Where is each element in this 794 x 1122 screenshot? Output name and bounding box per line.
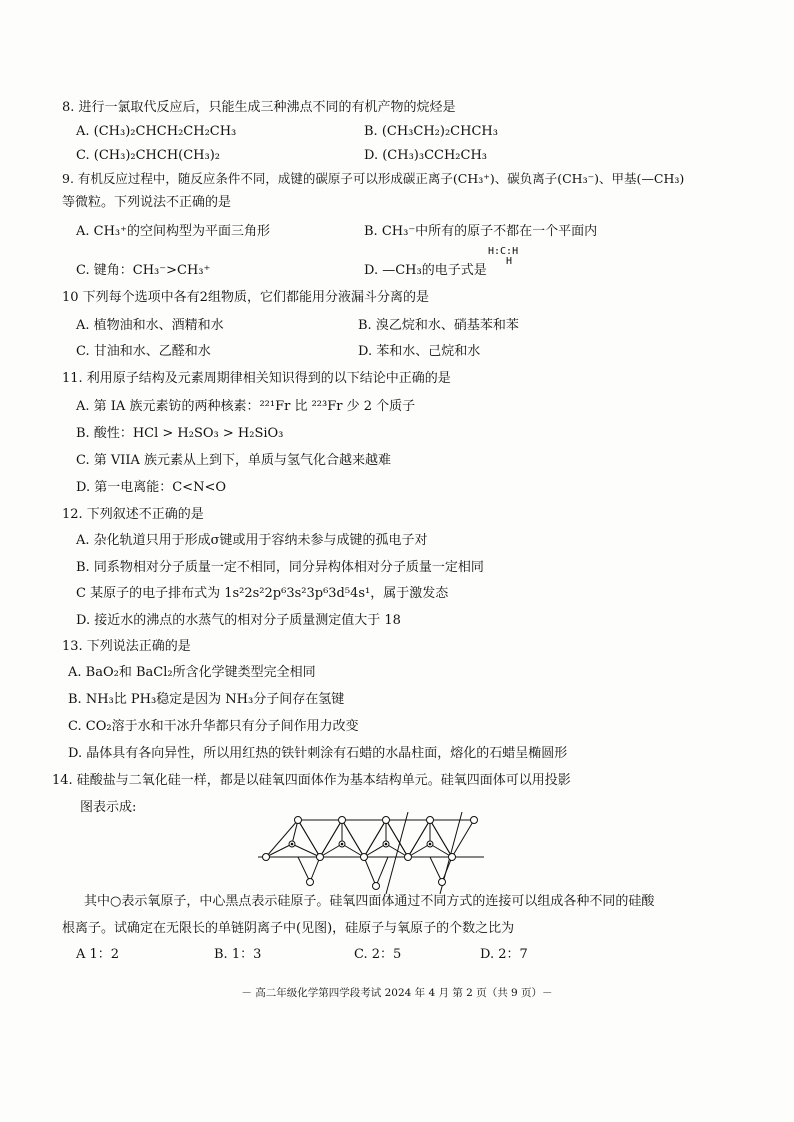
- q11-option-d: D. 第一电离能：C<N<O: [76, 480, 226, 495]
- q9-option-a: A. CH₃⁺的空间构型为平面三角形: [76, 224, 271, 239]
- q12-option-a: A. 杂化轨道只用于形成σ键或用于容纳未参与成键的孤电子对: [76, 533, 428, 548]
- electron-formula-top: H:C:H: [488, 246, 519, 257]
- cut-line-1: [386, 812, 408, 894]
- q10-option-a: A. 植物油和水、酒精和水: [76, 318, 224, 333]
- silicon-atom: [291, 843, 294, 846]
- electron-formula-bottom: H: [506, 256, 513, 267]
- oxygen-atom: [373, 883, 380, 890]
- q14-option-b: B. 1：3: [214, 947, 262, 962]
- oxygen-atom: [263, 854, 270, 861]
- q10-option-d: D. 苯和水、己烷和水: [358, 344, 481, 359]
- silicon-atom: [429, 843, 432, 846]
- oxygen-atom: [427, 817, 434, 824]
- q10-option-b: B. 溴乙烷和水、硝基苯和苯: [358, 318, 519, 333]
- q13-option-b: B. NH₃比 PH₃稳定是因为 NH₃分子间存在氢键: [68, 692, 345, 707]
- methyl-electron-formula: [488, 247, 518, 267]
- oxygen-atom: [405, 854, 412, 861]
- q11-stem: 11. 利用原子结构及元素周期律相关知识得到的以下结论中正确的是: [62, 371, 451, 386]
- q14-option-a: A 1：2: [76, 947, 120, 962]
- oxygen-atom: [383, 817, 390, 824]
- q8-option-a: A. (CH₃)₂CHCH₂CH₂CH₃: [76, 124, 237, 139]
- q12-option-d: D. 接近水的沸点的水蒸气的相对分子质量测定值大于 18: [76, 613, 401, 628]
- oxygen-atom: [449, 854, 456, 861]
- oxygen-atom: [339, 817, 346, 824]
- q11-option-a: A. 第 IA 族元素钫的两种核素：²²¹Fr 比 ²²³Fr 少 2 个质子: [76, 399, 416, 414]
- q13-stem: 13. 下列说法正确的是: [62, 639, 191, 654]
- q9-stem-line2: 等微粒。下列说法不正确的是: [62, 195, 232, 210]
- lower-triangle-2: [364, 857, 388, 886]
- oxygen-atom: [307, 879, 314, 886]
- q14-option-d: D. 2：7: [480, 947, 528, 962]
- q14-desc-line2: 根离子。试确定在无限长的单链阴离子中(见图)，硅原子与氧原子的个数之比为: [62, 921, 515, 936]
- oxygen-atom: [361, 854, 368, 861]
- q13-option-a: A. BaO₂和 BaCl₂所含化学键类型完全相同: [68, 665, 316, 680]
- tetrahedron-4: [342, 820, 386, 857]
- oxygen-atom: [439, 879, 446, 886]
- q13-option-d: D. 晶体具有各向异性，所以用红热的铁针刺涂有石蜡的水晶柱面，熔化的石蜡呈椭圆形: [68, 746, 568, 761]
- q9-option-b: B. CH₃⁻中所有的原子不都在一个平面内: [364, 224, 598, 239]
- q13-option-c: C. CO₂溶于水和干冰升华都只有分子间作用力改变: [68, 719, 359, 734]
- q12-option-b: B. 同系物相对分子质量一定不相同，同分异构体相对分子质量一定相同: [76, 560, 484, 575]
- q9-option-c: C. 键角：CH₃⁻>CH₃⁺: [76, 263, 211, 278]
- q14-stem-line2: 图表示成:: [80, 800, 137, 815]
- q9-option-d: D. —CH₃的电子式是: [364, 263, 487, 278]
- q10-stem: 10 下列每个选项中各有2组物质，它们都能用分液漏斗分离的是: [62, 290, 429, 305]
- tetrahedron-6: [386, 820, 430, 857]
- page-footer: － 高二年级化学第四学段考试 2024 年 4 月 第 2 页（共 9 页）－: [241, 987, 553, 999]
- q9-stem-line1: 9. 有机反应过程中，随反应条件不同，成键的碳原子可以形成碳正离子(CH₃⁺)、碳负离子(CH₃⁻)、甲基(—CH₃): [62, 171, 685, 186]
- silicon-atom: [385, 843, 388, 846]
- q12-stem: 12. 下列叙述不正确的是: [62, 507, 204, 522]
- q8-option-b: B. (CH₃CH₂)₂CHCH₃: [364, 124, 498, 139]
- q14-desc-line1: 其中○表示氧原子，中心黑点表示硅原子。硅氧四面体通过不同方式的连接可以组成各种不同的硅酸: [84, 894, 655, 909]
- oxygen-atom: [317, 854, 324, 861]
- q8-option-d: D. (CH₃)₃CCH₂CH₃: [364, 148, 488, 163]
- tetrahedron-8: [430, 820, 474, 857]
- tetrahedron-2: [298, 820, 342, 857]
- silicon-atom: [341, 843, 344, 846]
- q11-option-c: C. 第 VIIA 族元素从上到下，单质与氢气化合越来越难: [76, 453, 392, 468]
- silicate-chain-diagram: [258, 812, 484, 894]
- q11-option-b: B. 酸性：HCl > H₂SO₃ > H₂SiO₃: [76, 426, 284, 441]
- q12-option-c: C 某原子的电子排布式为 1s²2s²2p⁶3s²3p⁶3d⁵4s¹，属于激发态: [76, 586, 449, 601]
- q14-stem-line1: 14. 硅酸盐与二氧化硅一样，都是以硅氧四面体作为基本结构单元。硅氧四面体可以用投影: [52, 773, 571, 788]
- oxygen-atom: [295, 817, 302, 824]
- q14-option-c: C. 2：5: [354, 947, 402, 962]
- q8-stem: 8. 进行一氯取代反应后，只能生成三种沸点不同的有机产物的烷烃是: [62, 100, 456, 115]
- q8-option-c: C. (CH₃)₂CHCH(CH₃)₂: [76, 148, 221, 163]
- oxygen-atom: [471, 817, 478, 824]
- q10-option-c: C. 甘油和水、乙醛和水: [76, 344, 211, 359]
